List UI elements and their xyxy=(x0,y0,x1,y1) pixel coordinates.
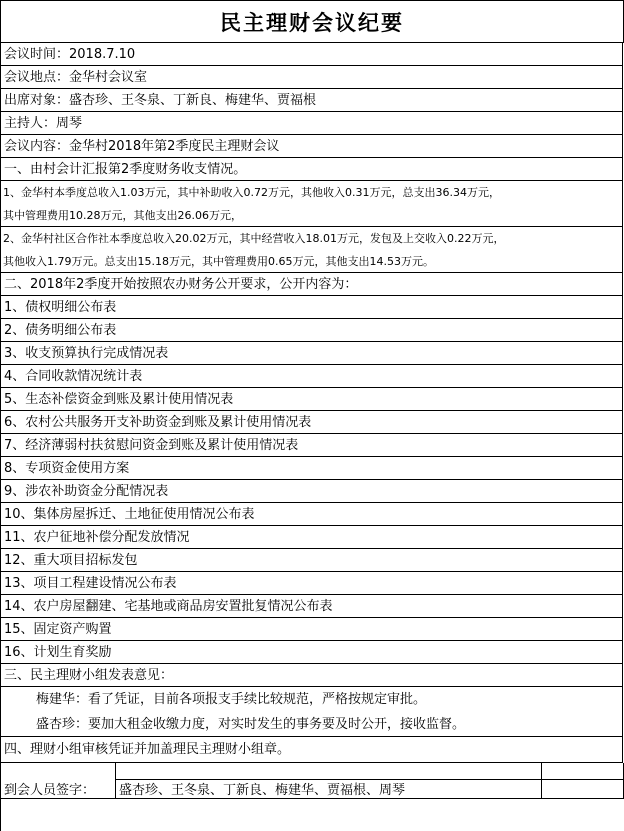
disclosure-item: 14、农户房屋翻建、宅基地或商品房安置批复情况公布表 xyxy=(1,595,623,618)
signature-divider xyxy=(541,763,542,798)
opinion-line: 梅建华：看了凭证，目前各项报支手续比较规范，严格按规定审批。 xyxy=(1,687,623,712)
signature-upper-cell xyxy=(116,763,623,780)
disclosure-item: 13、项目工程建设情况公布表 xyxy=(1,572,623,595)
disclosure-item: 15、固定资产购置 xyxy=(1,618,623,641)
meeting-attendees: 出席对象：盛杏珍、王冬泉、丁新良、梅建华、贾福根 xyxy=(1,89,623,112)
meeting-host: 主持人：周琴 xyxy=(1,112,623,135)
section1-line: 其他收入1.79万元。总支出15.18万元，其中管理费用0.65万元，其他支出14.53万元。 xyxy=(1,250,623,273)
signature-names: 盛杏珍、王冬泉、丁新良、梅建华、贾福根、周琴 xyxy=(119,783,406,798)
disclosure-item: 8、专项资金使用方案 xyxy=(1,457,623,480)
section1-heading: 一、由村会计汇报第2季度财务收支情况。 xyxy=(1,158,623,181)
section2-heading: 二、2018年2季度开始按照农办财务公开要求，公开内容为： xyxy=(1,273,623,296)
section1-line: 1、金华村本季度总收入1.03万元，其中补助收入0.72万元，其他收入0.31万元，总支出36.34万元， xyxy=(1,181,623,204)
meeting-location: 会议地点：金华村会议室 xyxy=(1,66,623,89)
disclosure-item: 6、农村公共服务开支补助资金到账及累计使用情况表 xyxy=(1,411,623,434)
opinion-line: 盛杏珍：要加大租金收缴力度，对实时发生的事务要及时公开，接收监督。 xyxy=(1,712,623,737)
section1-line: 2、金华村社区合作社本季度总收入20.02万元，其中经营收入18.01万元，发包及上交收入0.22万元， xyxy=(1,227,623,250)
signature-row xyxy=(1,763,624,799)
disclosure-item: 3、收支预算执行完成情况表 xyxy=(1,342,623,365)
disclosure-item: 16、计划生育奖励 xyxy=(1,641,623,664)
disclosure-item: 2、债务明细公布表 xyxy=(1,319,623,342)
section1-line: 其中管理费用10.28万元，其他支出26.06万元， xyxy=(1,204,623,227)
disclosure-item: 9、涉农补助资金分配情况表 xyxy=(1,480,623,503)
disclosure-item: 5、生态补偿资金到账及累计使用情况表 xyxy=(1,388,623,411)
disclosure-item: 12、重大项目招标发包 xyxy=(1,549,623,572)
disclosure-item: 1、债权明细公布表 xyxy=(1,296,623,319)
disclosure-item: 11、农户征地补偿分配发放情况 xyxy=(1,526,623,549)
disclosure-item: 4、合同收款情况统计表 xyxy=(1,365,623,388)
disclosure-item: 7、经济薄弱村扶贫慰问资金到账及累计使用情况表 xyxy=(1,434,623,457)
document-title: 民主理财会议纪要 xyxy=(1,1,624,43)
section4-heading: 四、理财小组审核凭证并加盖理民主理财小组章。 xyxy=(1,737,623,763)
signature-names-cell xyxy=(116,763,623,798)
section3-heading: 三、民主理财小组发表意见： xyxy=(1,664,623,687)
disclosure-item: 10、集体房屋拆迁、土地征使用情况公布表 xyxy=(1,503,623,526)
signature-label: 到会人员签字： xyxy=(1,763,116,798)
meeting-time: 会议时间：2018.7.10 xyxy=(1,43,623,66)
meeting-content: 会议内容：金华村2018年第2季度民主理财会议 xyxy=(1,135,623,158)
